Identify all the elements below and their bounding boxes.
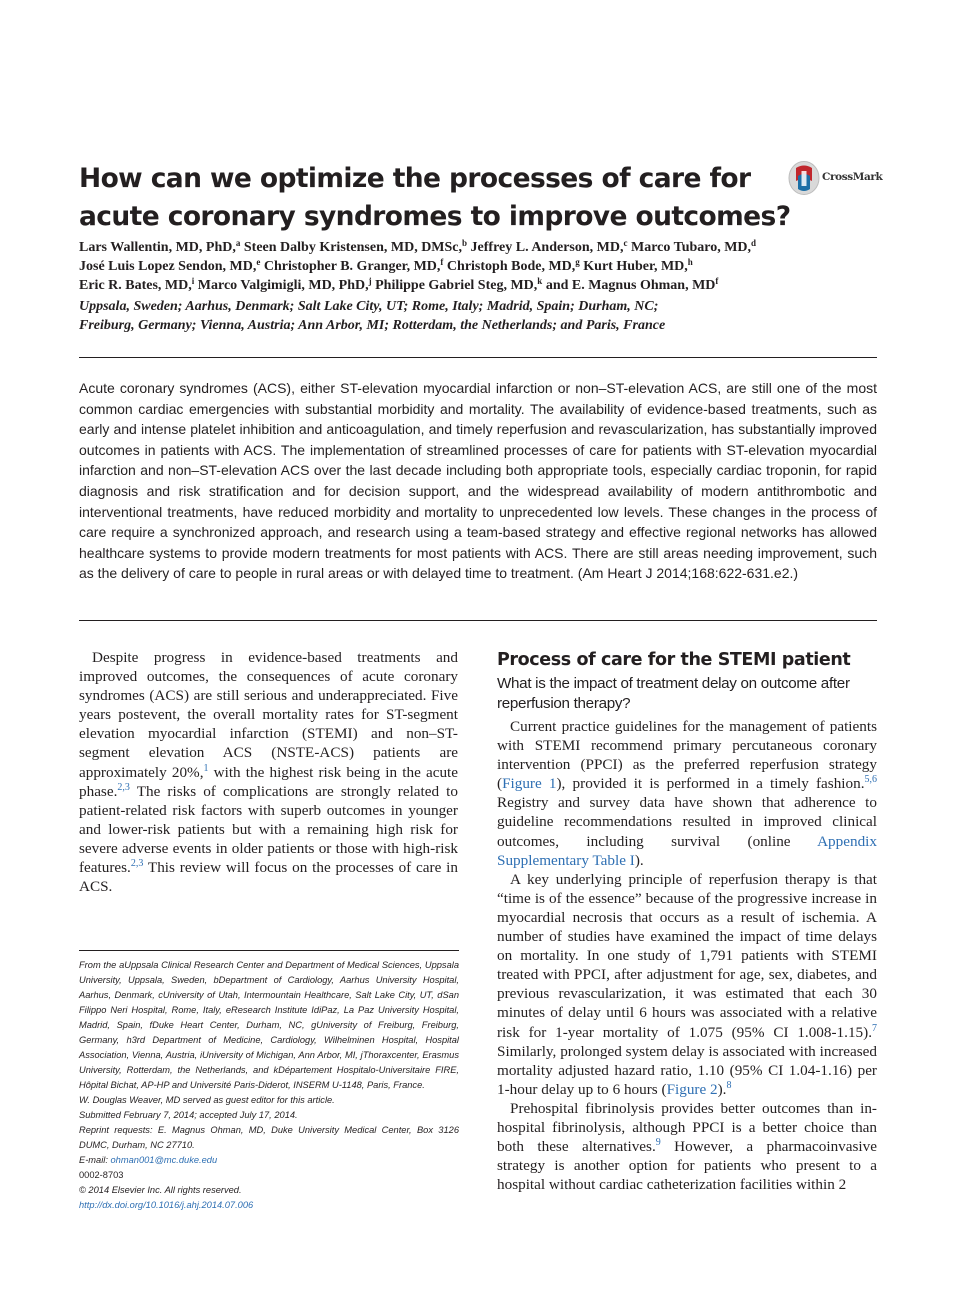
author-affil-mark: h xyxy=(687,257,693,267)
author-affil-mark: f xyxy=(715,276,719,286)
author-name: Christoph Bode, MD, xyxy=(443,259,576,274)
stemi-paragraph-1 xyxy=(497,717,877,870)
paragraph-text: Prehospital fibrinolysis provides better outcomes than in-hospital fibrinolysis, although PPCI is a better choice than both these alternatives. xyxy=(497,1099,877,1156)
author-affil-mark: a xyxy=(235,238,241,248)
author-name: Lars Wallentin, MD, PhD, xyxy=(79,240,236,255)
reference-link[interactable]: 1 xyxy=(203,762,209,774)
affiliation-locations xyxy=(79,297,879,335)
reference-link[interactable]: 2,3 xyxy=(130,858,144,870)
reference-link[interactable]: 9 xyxy=(655,1137,661,1149)
author-line-2 xyxy=(79,257,879,276)
title-line-2: acute coronary syndromes to improve outcomes? xyxy=(79,201,791,232)
author-name: Philippe Gabriel Steg, MD, xyxy=(371,278,538,293)
footnote-issn: 0002-8703 xyxy=(79,1170,124,1180)
author-affil-mark: g xyxy=(575,257,580,267)
author-line-1 xyxy=(79,238,879,257)
email-label: E-mail: xyxy=(79,1155,111,1165)
paragraph-text: Registry and survey data have shown that adherence to guideline recommendations resulted in improved clinical outcomes, including survival (online xyxy=(497,794,877,850)
abstract: Acute coronary syndromes (ACS), either ST-elevation myocardial infarction or non–ST-elevation ACS, are still one of the most common cardiac emergencies with substantial morbidity and mortality. The availability of evidence-based treatments, such as early and intense platelet inhibition and anticoagulation, and timely reperfusion and revascularization, has substantially improved outcomes in patients with ACS. The implementation of streamlined processes of care for patients with ST-elevation myocardial infarction and non–ST-elevation ACS over the last decade including both appropriate tools, especially cardiac troponin, for rapid diagnosis and risk stratification and for decision support, and the widespread availability of modern antithrombotic and interventional treatments, have reduced morbidity and mortality to unprecedented low levels. These changes in the process of care require a synchronized approach, and research using a team-based strategy and effective regional networks has allowed healthcare systems to provide modern treatments for most patients with ACS. There are still areas needing improvement, such as the delivery of care to people in rural areas or with delayed time to treatment. (Am Heart J 2014;168:622-631.e2.) xyxy=(79,380,877,582)
footnote-divider xyxy=(79,950,459,951)
stemi-paragraph-3 xyxy=(497,1099,877,1194)
footnote-affiliations: From the aUppsala Clinical Research Center and Department of Medical Sciences, Uppsala University, Uppsala, Sweden, bDepartment of Cardiology, Aarhus University Hospital, Aarhus, Denmark, cUniversity of Utah, Intermountain Healthcare, Salt Lake City, UT, dSan Filippo Neri Hospital, Rome, Italy, eResearch Institute IdiPaz, La Paz University Hospital, Madrid, Spain, fDuke Heart Center, Durham, NC, gUniversity of Freiburg, Freiburg, Germany, h3rd Department of Medicine, Cardiology, Wilhelminen Hospital, Hospital Association, Vienna, Austria, iUniversity of Michigan, Ann Arbor, MI, jThoraxcenter, Erasmus University, Rotterdam, the Netherlands, and kDépartement Hospitalo-Universitaire FIRE, Hôpital Bichat, AP-HP and Université Paris-Diderot, INSERM U-1148, Paris, France. xyxy=(79,960,459,1090)
author-name: José Luis Lopez Sendon, MD, xyxy=(79,259,257,274)
author-affil-mark: i xyxy=(191,276,195,286)
footnote-submitted: Submitted February 7, 2014; accepted July 17, 2014. xyxy=(79,1110,298,1120)
crossmark-icon xyxy=(787,159,821,197)
intro-text: This review will focus on the processes of care in ACS. xyxy=(79,859,458,896)
intro-text: with the highest risk being in the acute phase. xyxy=(79,763,458,800)
author-affil-mark: f xyxy=(440,257,444,267)
author-line-3 xyxy=(79,276,879,295)
author-affil-mark: j xyxy=(368,276,372,286)
affiliation-line-1: Uppsala, Sweden; Aarhus, Denmark; Salt Lake City, UT; Rome, Italy; Madrid, Spain; Durham, NC; xyxy=(79,299,659,314)
footnote-email xyxy=(79,1153,459,1168)
stemi-column xyxy=(497,717,877,1194)
subsection-heading: What is the impact of treatment delay on outcome after reperfusion therapy? xyxy=(497,675,850,712)
affiliation-line-2: Freiburg, Germany; Vienna, Austria; Ann Arbor, MI; Rotterdam, the Netherlands; and Paris, France xyxy=(79,318,666,333)
footnote-guest-editor: W. Douglas Weaver, MD served as guest editor for this article. xyxy=(79,1095,335,1105)
author-name: and E. Magnus Ohman, MD xyxy=(542,278,716,293)
figure-2-link[interactable]: Figure 2 xyxy=(666,1080,718,1098)
footnote-reprint: Reprint requests: E. Magnus Ohman, MD, Duke University Medical Center, Box 3126 DUMC, Durham, NC 27710. xyxy=(79,1125,459,1150)
header-divider xyxy=(79,357,877,358)
paragraph-text: ). xyxy=(717,1080,727,1098)
paragraph-text: Similarly, prolonged system delay is associated with increased mortality adjusted hazard ratio, 1.10 (95% CI 1.04-1.16) per 1-hour delay up to 6 hours ( xyxy=(497,1042,877,1098)
reference-link[interactable]: 7 xyxy=(872,1022,877,1034)
section-heading: Process of care for the STEMI patient xyxy=(497,650,851,670)
author-affil-mark: b xyxy=(462,238,468,248)
reference-link[interactable]: 5,6 xyxy=(864,774,877,786)
reference-link[interactable]: 8 xyxy=(726,1079,732,1091)
paragraph-text: A key underlying principle of reperfusion therapy is that “time is of the essence” because of the progressive increase in myocardial necrosis that occurs as a result of ischemia. A number of studies have examined the impact of time delays on mortality. In one study of 1,791 patients with STEMI treated with PPCI, after adjustment for age, sex, diabetes, and previous revascularization, it was estimated that each 30 minutes of delay until 6 hours was associated with a relative risk for 1-year mortality of 1.075 (95% CI 1.008-1.15). xyxy=(497,870,877,1041)
paragraph-text: However, a pharmacoinvasive strategy is another option for patients who present to a hospital without cardiac catheterization facilities within 2 xyxy=(497,1138,877,1194)
crossmark-badge[interactable] xyxy=(787,159,883,197)
intro-text: The risks of complications are strongly related to patient-related risk factors with superb outcomes in younger and lower-risk patients but with a remaining high risk for severe adverse events in older patients or those with high-risk features. xyxy=(79,782,458,877)
email-link[interactable]: ohman001@mc.duke.edu xyxy=(110,1155,218,1165)
intro-paragraph xyxy=(79,648,458,896)
abstract-divider xyxy=(79,620,877,621)
author-name: Christopher B. Granger, MD, xyxy=(260,259,441,274)
author-affil-mark: k xyxy=(537,276,543,286)
author-name: Eric R. Bates, MD, xyxy=(79,278,192,293)
author-list xyxy=(79,238,879,295)
stemi-paragraph-2 xyxy=(497,870,877,1099)
author-name: Jeffrey L. Anderson, MD, xyxy=(467,240,624,255)
article-title xyxy=(79,160,791,236)
doi-link[interactable]: http://dx.doi.org/10.1016/j.ahj.2014.07.006 xyxy=(79,1200,254,1210)
paragraph-text: Current practice guidelines for the management of patients with STEMI recommend primary percutaneous coronary intervention (PPCI) as the preferred reperfusion strategy ( xyxy=(497,718,877,793)
intro-column xyxy=(79,648,458,896)
author-affil-mark: d xyxy=(751,238,757,248)
footnotes xyxy=(79,958,459,1213)
figure-1-link[interactable]: Figure 1 xyxy=(502,775,557,793)
author-affil-mark: e xyxy=(256,257,261,267)
crossmark-label: CrossMark xyxy=(822,171,883,183)
author-name: Marco Tubaro, MD, xyxy=(627,240,752,255)
paragraph-text: ), provided it is performed in a timely fashion. xyxy=(556,775,865,793)
author-affil-mark: c xyxy=(623,238,628,248)
footnote-copyright: © 2014 Elsevier Inc. All rights reserved. xyxy=(79,1185,242,1195)
paragraph-text: ). xyxy=(634,851,644,869)
title-line-1: How can we optimize the processes of care for xyxy=(79,163,751,194)
reference-link[interactable]: 2,3 xyxy=(117,781,130,793)
author-name: Marco Valgimigli, MD, PhD, xyxy=(194,278,369,293)
supplementary-table-link[interactable]: Appendix Supplementary Table I xyxy=(497,832,877,869)
author-name: Kurt Huber, MD, xyxy=(579,259,688,274)
intro-text: Despite progress in evidence-based treatments and improved outcomes, the consequences of acute coronary syndromes (ACS) are still serious and underappreciated. Five years postevent, the overall mortality rates for ST-segment elevation myocardial infarction (STEMI) and non–ST-segment elevation ACS (NSTE-ACS) patients are approximately 20%, xyxy=(79,649,458,781)
author-name: Steen Dalby Kristensen, MD, DMSc, xyxy=(240,240,463,255)
